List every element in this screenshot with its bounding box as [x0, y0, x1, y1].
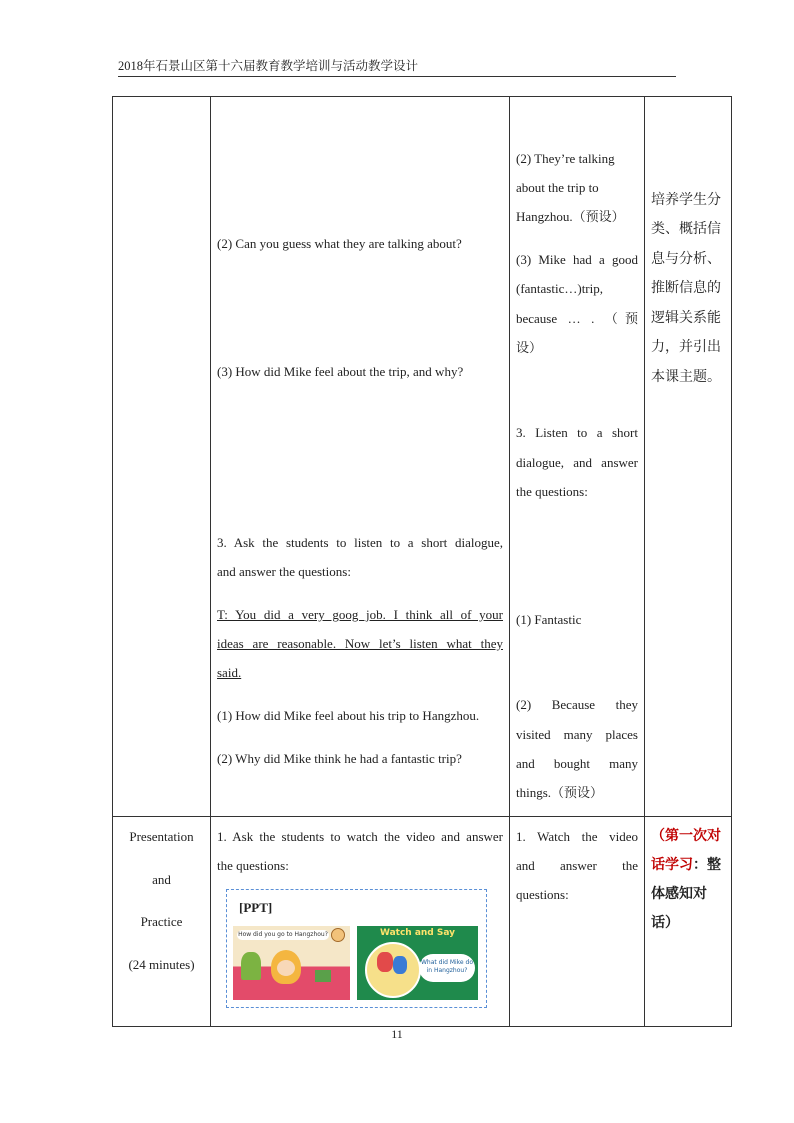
- student-step3-line: dialogue, and answer: [516, 455, 638, 470]
- teacher-talk-line: ideas are reasonable. Now let’s listen what they: [217, 636, 503, 651]
- column-divider: [644, 97, 645, 1026]
- slide-question: What did Mike do in Hangzhou?: [419, 954, 475, 982]
- kid-illustration: [393, 956, 407, 974]
- answer-3-line: 设）: [516, 340, 543, 355]
- sub-question-1: (1) How did Mike feel about his trip to Hangzhou.: [217, 708, 480, 723]
- sub-question-2: (2) Why did Mike think he had a fantastic trip?: [217, 751, 462, 766]
- purpose-bold-line: 体感知对: [651, 886, 707, 902]
- purpose-line: 类、概括信: [651, 221, 721, 237]
- purpose-line: 培养学生分: [651, 192, 721, 208]
- step3-line: 3. Ask the students to listen to a short dialogue,: [217, 535, 503, 550]
- teacher-talk-line: T: You did a very goog job. I think all of your: [217, 607, 503, 622]
- teacher-avatar-icon: [331, 928, 345, 942]
- step3-line: and answer the questions:: [217, 564, 351, 579]
- girl-face-illustration: [277, 960, 295, 976]
- purpose-line: 本课主题。: [651, 369, 721, 385]
- answer-2-line: (2) They’re talking: [516, 151, 615, 166]
- because-answer-line: visited many places: [516, 727, 638, 742]
- student-watch-line: questions:: [516, 887, 569, 902]
- answer-3-line: (fantastic…)trip,: [516, 281, 603, 296]
- fantastic-answer: (1) Fantastic: [516, 612, 582, 627]
- purpose-line: 推断信息的: [651, 280, 721, 296]
- purpose-bold-line: ：整: [693, 857, 721, 873]
- purpose-line: 息与分析、: [651, 251, 721, 267]
- answer-2-line: about the trip to: [516, 180, 599, 195]
- slide-speech-bubble: How did you go to Hangzhou?: [238, 931, 328, 938]
- purpose-red-line: （第一次对: [651, 828, 721, 844]
- teacher-talk-line: said.: [217, 665, 242, 680]
- question-3: (3) How did Mike feel about the trip, and why?: [217, 364, 464, 379]
- stage-duration: (24 minutes): [128, 957, 195, 972]
- question-2: (2) Can you guess what they are talking about?: [217, 236, 462, 251]
- document-header: [118, 56, 676, 77]
- slide-thumbnail-1: [233, 926, 350, 1000]
- student-step3-line: 3. Listen to a short: [516, 425, 638, 440]
- column-divider: [509, 97, 510, 1026]
- purpose-line: 逻辑关系能: [651, 310, 721, 326]
- slide-title: Watch and Say: [379, 928, 456, 938]
- stage-name: Practice: [140, 914, 183, 929]
- purpose-red-line: 话学习: [651, 857, 693, 873]
- column-divider: [210, 97, 211, 1026]
- purpose-bold-line: 话）: [651, 915, 679, 931]
- plant-illustration: [241, 952, 261, 980]
- because-answer-line: (2) Because they: [516, 697, 638, 712]
- student-watch-line: and answer the: [516, 858, 638, 873]
- kid-illustration: [377, 952, 393, 972]
- because-answer-line: things.（预设）: [516, 785, 604, 800]
- watch-step-line: 1. Ask the students to watch the video and answer: [217, 829, 503, 844]
- purpose-line: 力，并引出: [651, 339, 721, 355]
- answer-3-line: (3) Mike had a good: [516, 252, 638, 267]
- suitcase-illustration: [315, 970, 331, 982]
- slide-thumbnail-2: [357, 926, 478, 1000]
- page-number: 11: [391, 1027, 403, 1041]
- student-step3-line: the questions:: [516, 484, 588, 499]
- because-answer-line: and bought many: [516, 756, 638, 771]
- answer-3-line: because … . （预: [516, 311, 638, 326]
- lesson-plan-table: [112, 96, 732, 1027]
- watch-step-line: the questions:: [217, 858, 289, 873]
- stage-name: Presentation: [129, 829, 194, 844]
- student-watch-line: 1. Watch the video: [516, 829, 638, 844]
- ppt-preview-box: [226, 889, 487, 1008]
- row-divider: [113, 816, 731, 817]
- answer-2-line: Hangzhou.（预设）: [516, 209, 625, 224]
- ppt-label: [PPT]: [239, 900, 273, 915]
- header-title: 2018年石景山区第十六届教育教学培训与活动教学设计: [118, 59, 419, 73]
- stage-name: and: [152, 872, 171, 887]
